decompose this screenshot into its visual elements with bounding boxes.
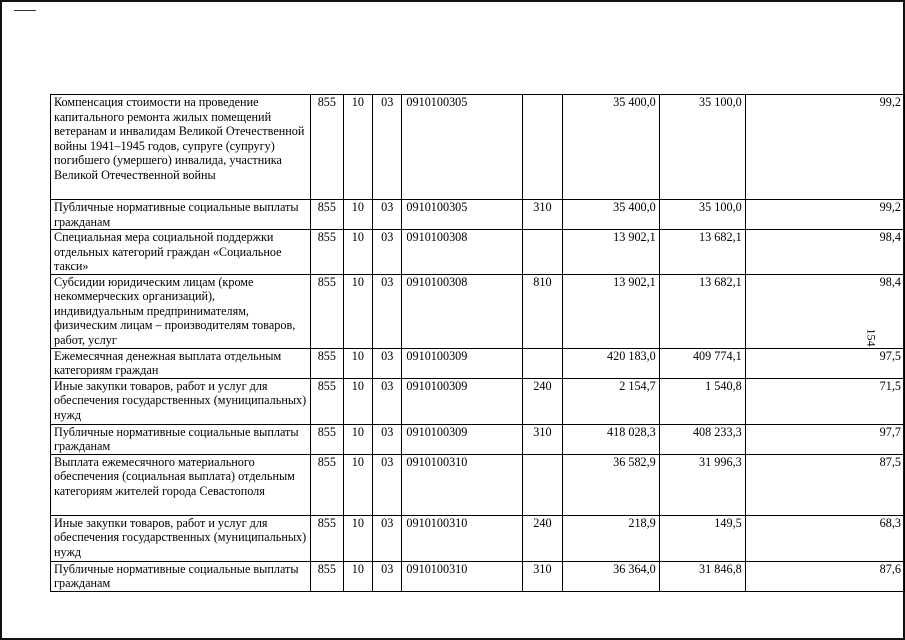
row-percent: 99,2 bbox=[745, 95, 904, 200]
row-target-code: 0910100310 bbox=[402, 515, 523, 561]
row-expense-type: 240 bbox=[523, 515, 562, 561]
row-section: 10 bbox=[343, 515, 372, 561]
row-grbs: 855 bbox=[311, 424, 344, 454]
row-name: Ежемесячная денежная выплата отдельным категориям граждан bbox=[51, 348, 311, 378]
row-percent: 87,6 bbox=[745, 561, 904, 591]
row-expense-type bbox=[523, 95, 562, 200]
row-subsection: 03 bbox=[373, 454, 402, 515]
table-row bbox=[51, 274, 905, 348]
row-amount-actual: 408 233,3 bbox=[659, 424, 745, 454]
row-target-code: 0910100309 bbox=[402, 378, 523, 424]
row-grbs: 855 bbox=[311, 95, 344, 200]
row-target-code: 0910100310 bbox=[402, 561, 523, 591]
row-expense-type: 310 bbox=[523, 200, 562, 230]
row-grbs: 855 bbox=[311, 378, 344, 424]
row-subsection: 03 bbox=[373, 274, 402, 348]
row-name: Иные закупки товаров, работ и услуг для обеспечения государственных (муниципальных) нужд bbox=[51, 378, 311, 424]
table-row bbox=[51, 454, 905, 515]
row-expense-type bbox=[523, 348, 562, 378]
row-subsection: 03 bbox=[373, 515, 402, 561]
row-expense-type: 240 bbox=[523, 378, 562, 424]
row-grbs: 855 bbox=[311, 274, 344, 348]
row-percent: 87,5 bbox=[745, 454, 904, 515]
table-row bbox=[51, 200, 905, 230]
row-subsection: 03 bbox=[373, 424, 402, 454]
row-amount-actual: 409 774,1 bbox=[659, 348, 745, 378]
row-expense-type: 310 bbox=[523, 561, 562, 591]
row-amount-plan: 2 154,7 bbox=[562, 378, 659, 424]
row-target-code: 0910100309 bbox=[402, 348, 523, 378]
row-name: Специальная мера социальной поддержки отдельных категорий граждан «Социальное такси» bbox=[51, 230, 311, 275]
row-grbs: 855 bbox=[311, 200, 344, 230]
row-amount-plan: 36 582,9 bbox=[562, 454, 659, 515]
row-section: 10 bbox=[343, 348, 372, 378]
row-amount-plan: 35 400,0 bbox=[562, 200, 659, 230]
row-amount-actual: 1 540,8 bbox=[659, 378, 745, 424]
row-name: Публичные нормативные социальные выплаты гражданам bbox=[51, 561, 311, 591]
row-subsection: 03 bbox=[373, 230, 402, 275]
row-amount-actual: 35 100,0 bbox=[659, 95, 745, 200]
row-subsection: 03 bbox=[373, 200, 402, 230]
row-percent: 98,4 bbox=[745, 230, 904, 275]
row-subsection: 03 bbox=[373, 378, 402, 424]
row-subsection: 03 bbox=[373, 95, 402, 200]
table-row bbox=[51, 378, 905, 424]
scan-corner-mark bbox=[14, 2, 36, 11]
row-name: Иные закупки товаров, работ и услуг для обеспечения государственных (муниципальных) нужд bbox=[51, 515, 311, 561]
row-section: 10 bbox=[343, 200, 372, 230]
row-amount-plan: 36 364,0 bbox=[562, 561, 659, 591]
row-section: 10 bbox=[343, 378, 372, 424]
row-grbs: 855 bbox=[311, 454, 344, 515]
row-target-code: 0910100308 bbox=[402, 274, 523, 348]
row-name: Субсидии юридическим лицам (кроме некоммерческих организаций), индивидуальным предпринимателям, физическим лицам – производителям товаров, работ, услуг bbox=[51, 274, 311, 348]
row-expense-type: 810 bbox=[523, 274, 562, 348]
row-amount-plan: 13 902,1 bbox=[562, 274, 659, 348]
row-section: 10 bbox=[343, 561, 372, 591]
row-amount-actual: 13 682,1 bbox=[659, 274, 745, 348]
row-amount-actual: 35 100,0 bbox=[659, 200, 745, 230]
table-row bbox=[51, 515, 905, 561]
row-target-code: 0910100309 bbox=[402, 424, 523, 454]
row-subsection: 03 bbox=[373, 561, 402, 591]
row-target-code: 0910100305 bbox=[402, 200, 523, 230]
table-row bbox=[51, 561, 905, 591]
row-percent: 98,4 bbox=[745, 274, 904, 348]
row-section: 10 bbox=[343, 95, 372, 200]
row-percent: 68,3 bbox=[745, 515, 904, 561]
row-grbs: 855 bbox=[311, 515, 344, 561]
row-amount-plan: 420 183,0 bbox=[562, 348, 659, 378]
row-expense-type: 310 bbox=[523, 424, 562, 454]
table-row bbox=[51, 230, 905, 275]
row-amount-actual: 13 682,1 bbox=[659, 230, 745, 275]
row-target-code: 0910100305 bbox=[402, 95, 523, 200]
row-amount-plan: 218,9 bbox=[562, 515, 659, 561]
row-name: Компенсация стоимости на проведение капитального ремонта жилых помещений ветеранам и инвалидам Великой Отечественной войны 1941–1945 годов, супруге (супругу) погибшего (умершего) инвалида, участника Великой Отечественной войны bbox=[51, 95, 311, 200]
row-grbs: 855 bbox=[311, 348, 344, 378]
row-section: 10 bbox=[343, 424, 372, 454]
row-target-code: 0910100308 bbox=[402, 230, 523, 275]
row-grbs: 855 bbox=[311, 230, 344, 275]
row-expense-type bbox=[523, 230, 562, 275]
row-amount-plan: 418 028,3 bbox=[562, 424, 659, 454]
row-amount-plan: 35 400,0 bbox=[562, 95, 659, 200]
row-section: 10 bbox=[343, 454, 372, 515]
row-name: Выплата ежемесячного материального обеспечения (социальная выплата) отдельным категориям жителей города Севастополя bbox=[51, 454, 311, 515]
row-percent: 97,7 bbox=[745, 424, 904, 454]
scan-border-left bbox=[0, 0, 2, 640]
row-name: Публичные нормативные социальные выплаты гражданам bbox=[51, 200, 311, 230]
row-amount-actual: 31 846,8 bbox=[659, 561, 745, 591]
row-target-code: 0910100310 bbox=[402, 454, 523, 515]
row-percent: 97,5 bbox=[745, 348, 904, 378]
page-number: 154 bbox=[864, 328, 879, 347]
row-grbs: 855 bbox=[311, 561, 344, 591]
table-row bbox=[51, 424, 905, 454]
row-subsection: 03 bbox=[373, 348, 402, 378]
row-section: 10 bbox=[343, 274, 372, 348]
row-section: 10 bbox=[343, 230, 372, 275]
row-amount-actual: 149,5 bbox=[659, 515, 745, 561]
budget-table bbox=[50, 94, 905, 592]
scan-border-top bbox=[0, 0, 905, 2]
row-name: Публичные нормативные социальные выплаты гражданам bbox=[51, 424, 311, 454]
row-amount-actual: 31 996,3 bbox=[659, 454, 745, 515]
row-percent: 71,5 bbox=[745, 378, 904, 424]
row-percent: 99,2 bbox=[745, 200, 904, 230]
table-row bbox=[51, 95, 905, 200]
row-expense-type bbox=[523, 454, 562, 515]
table-row bbox=[51, 348, 905, 378]
row-amount-plan: 13 902,1 bbox=[562, 230, 659, 275]
